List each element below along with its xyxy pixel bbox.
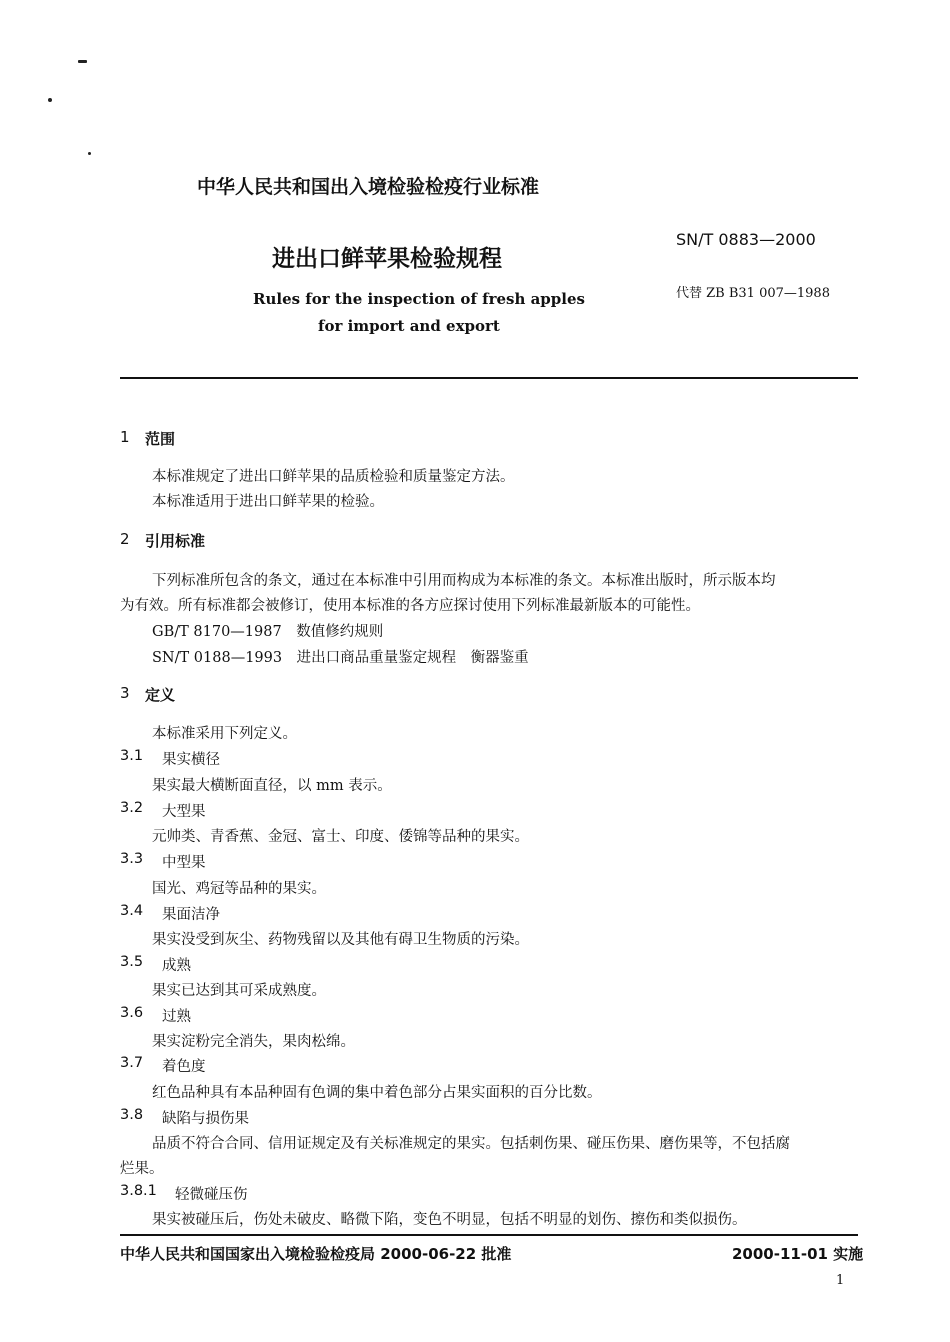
clause-number: 3.4 xyxy=(120,903,144,919)
reference-item: GB/T 8170—1987 数值修约规则 xyxy=(152,624,384,640)
clause-title: 果面洁净 xyxy=(162,907,220,923)
paragraph: 本标准适用于进出口鲜苹果的检验。 xyxy=(152,494,384,510)
english-title-line1: Rules for the inspection of fresh apples xyxy=(253,290,585,308)
clause-number: 3.6 xyxy=(120,1005,144,1021)
scan-speck xyxy=(78,60,87,63)
clause-number: 3.7 xyxy=(120,1055,144,1071)
document-title: 进出口鲜苹果检验规程 xyxy=(272,246,502,272)
clause-title: 轻微碰压伤 xyxy=(175,1187,248,1203)
clause-text: 果实淀粉完全消失，果肉松绵。 xyxy=(152,1034,355,1050)
header-rule xyxy=(120,377,858,379)
section-number: 1 xyxy=(120,428,130,446)
paragraph: 本标准规定了进出口鲜苹果的品质检验和质量鉴定方法。 xyxy=(152,469,515,485)
clause-text: 元帅类、青香蕉、金冠、富士、印度、倭锦等品种的果实。 xyxy=(152,829,529,845)
section-number: 3 xyxy=(120,684,130,702)
paragraph: 为有效。所有标准都会被修订，使用本标准的各方应探讨使用下列标准最新版本的可能性。 xyxy=(120,598,700,614)
section-title-scope: 范围 xyxy=(145,430,176,448)
clause-number: 3.5 xyxy=(120,954,144,970)
paragraph: 下列标准所包含的条文，通过在本标准中引用而构成为本标准的条文。本标准出版时，所示版本均 xyxy=(152,573,776,589)
clause-number: 3.2 xyxy=(120,800,144,816)
section-title-references: 引用标准 xyxy=(145,532,206,550)
footer-rule xyxy=(120,1234,858,1236)
clause-title: 着色度 xyxy=(162,1059,206,1075)
paragraph: 本标准采用下列定义。 xyxy=(152,726,297,742)
replaces-note: 代替 ZB B31 007—1988 xyxy=(676,286,830,301)
scan-speck xyxy=(48,98,52,102)
clause-title: 果实横径 xyxy=(162,752,220,768)
clause-title: 大型果 xyxy=(162,804,206,820)
standard-number: SN/T 0883—2000 xyxy=(676,230,816,249)
reference-item: SN/T 0188—1993 进出口商品重量鉴定规程 衡器鉴重 xyxy=(152,650,529,666)
implementation-date: 2000-11-01 实施 xyxy=(732,1245,864,1263)
approval-line: 中华人民共和国国家出入境检验检疫局 2000-06-22 批准 xyxy=(120,1245,512,1263)
english-title-line2: for import and export xyxy=(318,317,500,335)
section-number: 2 xyxy=(120,530,130,548)
page-number: 1 xyxy=(836,1273,845,1288)
clause-text: 烂果。 xyxy=(120,1161,164,1177)
clause-title: 过熟 xyxy=(162,1009,191,1025)
clause-number: 3.1 xyxy=(120,748,144,764)
clause-number: 3.3 xyxy=(120,851,144,867)
clause-number: 3.8 xyxy=(120,1107,144,1123)
clause-text: 国光、鸡冠等品种的果实。 xyxy=(152,881,326,897)
clause-text: 果实最大横断面直径，以 mm 表示。 xyxy=(152,778,392,794)
clause-number: 3.8.1 xyxy=(120,1183,157,1199)
clause-text: 果实被碰压后，伤处未破皮、略微下陷，变色不明显，包括不明显的划伤、擦伤和类似损伤。 xyxy=(152,1212,747,1228)
clause-text: 品质不符合合同、信用证规定及有关标准规定的果实。包括刺伤果、碰压伤果、磨伤果等，不包括腐 xyxy=(152,1136,790,1152)
section-title-definitions: 定义 xyxy=(145,686,176,704)
clause-title: 缺陷与损伤果 xyxy=(162,1111,249,1127)
scan-speck xyxy=(88,152,91,155)
issuer-heading: 中华人民共和国出入境检验检疫行业标准 xyxy=(197,176,540,198)
clause-title: 成熟 xyxy=(162,958,191,974)
clause-text: 红色品种具有本品种固有色调的集中着色部分占果实面积的百分比数。 xyxy=(152,1085,602,1101)
clause-text: 果实没受到灰尘、药物残留以及其他有碍卫生物质的污染。 xyxy=(152,932,529,948)
clause-text: 果实已达到其可采成熟度。 xyxy=(152,983,326,999)
clause-title: 中型果 xyxy=(162,855,206,871)
